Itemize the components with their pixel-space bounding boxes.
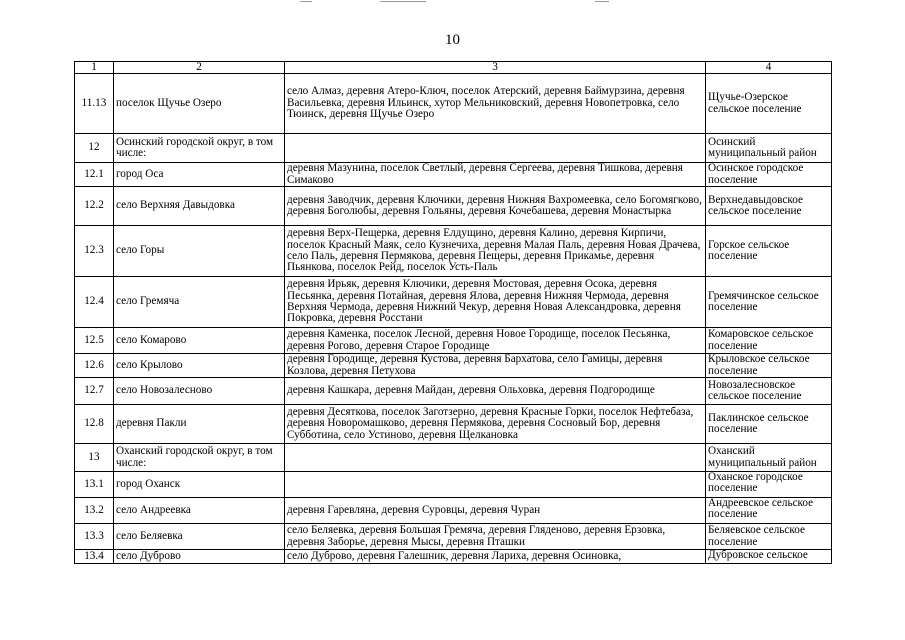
center-name: город Оханск (114, 472, 285, 498)
center-name: село Горы (114, 226, 285, 277)
settlement-name: Оханское городское поселение (706, 472, 832, 498)
top-scan-marks (0, 0, 905, 6)
center-name: Осинский городской округ, в том числе: (114, 134, 285, 163)
table-row (75, 405, 832, 444)
row-number: 12.3 (75, 226, 114, 277)
row-number: 13 (75, 444, 114, 472)
settlement-name: Андреевское сельское поселение (706, 498, 832, 524)
settlement-name: Паклинское сельское поселение (706, 405, 832, 444)
settlement-name: Верхнедавыдовское сельское поселение (706, 187, 832, 226)
table-row (75, 226, 832, 277)
table-header-row (75, 62, 832, 74)
row-number: 13.1 (75, 472, 114, 498)
included-villages: село Беляевка, деревня Большая Гремяча, деревня Гляденово, деревня Ерзовка, деревня Заборье, деревня Мысы, деревня Пташки (285, 524, 706, 550)
center-name: село Крылово (114, 354, 285, 378)
included-villages: деревня Городище, деревня Кустова, деревня Бархатова, село Гамицы, деревня Козлова, деревня Петухова (285, 354, 706, 378)
table-row (75, 550, 832, 564)
included-villages: деревня Гаревляна, деревня Суровцы, деревня Чуран (285, 498, 706, 524)
included-villages: село Алмаз, деревня Атеро-Ключ, поселок Атерский, деревня Баймурзина, деревня Васильевка, деревня Ильинск, хутор Мельниковский, деревня Новопетровка, село Тюинск, деревня Щучье Озеро (285, 74, 706, 134)
settlement-name: Осинское городское поселение (706, 163, 832, 187)
included-villages: село Дуброво, деревня Галешник, деревня Лариха, деревня Осиновка, (285, 550, 706, 564)
table-row (75, 498, 832, 524)
column-header-4: 4 (706, 62, 832, 74)
center-name: село Верхняя Давыдовка (114, 187, 285, 226)
center-name: село Беляевка (114, 524, 285, 550)
center-name: город Оса (114, 163, 285, 187)
page-number: 10 (445, 32, 460, 48)
row-number: 11.13 (75, 74, 114, 134)
settlement-name: Щучье-Озерское сельское поселение (706, 74, 832, 134)
table-row (75, 277, 832, 328)
row-number: 12.7 (75, 378, 114, 405)
included-villages (285, 134, 706, 163)
column-header-2: 2 (114, 62, 285, 74)
center-name: деревня Пакли (114, 405, 285, 444)
column-header-1: 1 (75, 62, 114, 74)
column-header-3: 3 (285, 62, 706, 74)
settlement-name: Новозалесновское сельское поселение (706, 378, 832, 405)
included-villages: деревня Верх-Пещерка, деревня Елдущино, деревня Калино, деревня Кирпичи, поселок Красный Маяк, село Кузнечиха, деревня Малая Паль, деревня Новая Драчева, село Паль, деревня Пермякова, деревня Пещеры, деревня Прикамье, деревня Пьянкова, поселок Рейд, поселок Усть-Паль (285, 226, 706, 277)
row-number: 12.8 (75, 405, 114, 444)
table-row (75, 328, 832, 354)
table-row (75, 354, 832, 378)
row-number: 12.4 (75, 277, 114, 328)
settlement-name: Беляевское сельское поселение (706, 524, 832, 550)
included-villages: деревня Заводчик, деревня Ключики, деревня Нижняя Вахромеевка, село Богомягково, деревня Боголюбы, деревня Гольяны, деревня Кочебашева, деревня Монастырка (285, 187, 706, 226)
row-number: 12.1 (75, 163, 114, 187)
table-row (75, 187, 832, 226)
center-name: село Комарово (114, 328, 285, 354)
row-number: 12.5 (75, 328, 114, 354)
settlement-name: Оханский муниципальный район (706, 444, 832, 472)
center-name: село Новозалесново (114, 378, 285, 405)
table-row (75, 378, 832, 405)
table-row (75, 163, 832, 187)
table-row (75, 74, 832, 134)
included-villages: деревня Десяткова, поселок Заготзерно, деревня Красные Горки, поселок Нефтебаза, деревня Новоромашково, деревня Пермякова, деревня Сосновый Бор, деревня Субботина, село Устиново, деревня Щелкановка (285, 405, 706, 444)
row-number: 13.2 (75, 498, 114, 524)
center-name: село Андреевка (114, 498, 285, 524)
settlement-name: Осинский муниципальный район (706, 134, 832, 163)
included-villages (285, 472, 706, 498)
settlement-name: Горское сельское поселение (706, 226, 832, 277)
included-villages: деревня Кашкара, деревня Майдан, деревня Ольховка, деревня Подгородище (285, 378, 706, 405)
settlement-name: Гремячинское сельское поселение (706, 277, 832, 328)
row-number: 13.3 (75, 524, 114, 550)
table-row (75, 472, 832, 498)
settlement-name: Комаровское сельское поселение (706, 328, 832, 354)
row-number: 12.2 (75, 187, 114, 226)
included-villages: деревня Ирьяк, деревня Ключики, деревня Мостовая, деревня Осока, деревня Песьянка, деревня Потайная, деревня Ялова, деревня Нижняя Чермода, деревня Верхняя Чермода, деревня Нижний Чекур, деревня Новая Александровка, деревня Покровка, деревня Росстани (285, 277, 706, 328)
included-villages (285, 444, 706, 472)
settlement-name: Крыловское сельское поселение (706, 354, 832, 378)
row-number: 12.6 (75, 354, 114, 378)
included-villages: деревня Каменка, поселок Лесной, деревня Новое Городище, поселок Песьянка, деревня Рогово, деревня Старое Городище (285, 328, 706, 354)
included-villages: деревня Мазунина, поселок Светлый, деревня Сергеева, деревня Тишкова, деревня Симаково (285, 163, 706, 187)
settlement-name: Дубровское сельское (706, 550, 832, 564)
row-number: 13.4 (75, 550, 114, 564)
center-name: Оханский городской округ, в том числе: (114, 444, 285, 472)
table-row (75, 524, 832, 550)
table-row (75, 134, 832, 163)
settlements-table (74, 61, 832, 564)
table-row (75, 444, 832, 472)
center-name: село Дуброво (114, 550, 285, 564)
center-name: село Гремяча (114, 277, 285, 328)
center-name: поселок Щучье Озеро (114, 74, 285, 134)
row-number: 12 (75, 134, 114, 163)
